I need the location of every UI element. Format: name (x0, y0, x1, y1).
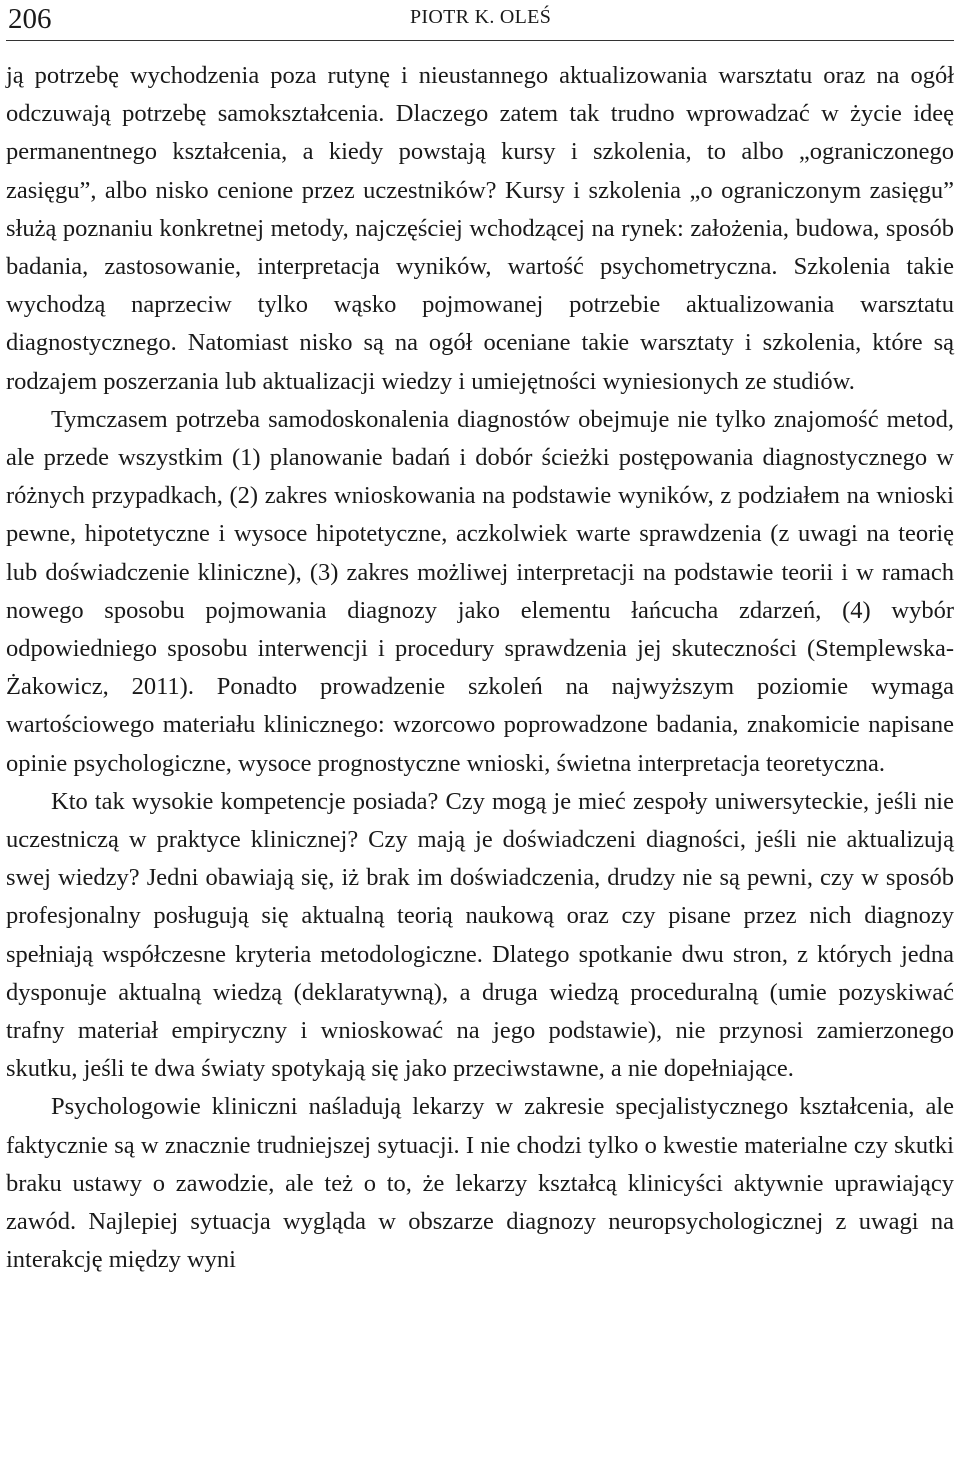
paragraph-2: Tymczasem potrzeba samodoskonalenia diagnostów obejmuje nie tylko znajomość metod, ale przede wszystkim (1) planowanie badań i dobór ścieżki postępowania diagnostycznego w różnych przypadkach, (2) zakres wnioskowania na podstawie wyników, z podziałem na wnioski pewne, hipotetyczne i wysoce hipotetyczne, aczkolwiek warte sprawdzenia (z uwagi na teorię lub doświadczenie kliniczne), (3) zakres możliwej interpretacji na podstawie teorii i w ramach nowego sposobu pojmowania diagnozy jako elementu łańcucha zdarzeń, (4) wybór odpowiedniego sposobu interwencji i procedury sprawdzenia jej skuteczności (Stemplewska-Żakowicz, 2011). Ponadto prowadzenie szkoleń na najwyższym poziomie wymaga wartościowego materiału klinicznego: wzorcowo poprowadzone badania, znakomicie napisane opinie psychologiczne, wysoce prognostyczne wnioski, świetna interpretacja teoretyczna. (6, 405, 954, 777)
running-head-author: PIOTR K. OLEŚ (410, 6, 552, 28)
running-header (6, 0, 954, 41)
body-text (6, 57, 954, 1280)
paragraph-3: Kto tak wysokie kompetencje posiada? Czy mogą je mieć zespoły uniwersyteckie, jeśli nie uczestniczą w praktyce klinicznej? Czy mają je doświadczeni diagności, jeśli nie aktualizują swej wiedzy? Jedni obawiają się, iż brak im doświadczenia, drudzy nie są pewni, czy w sposób profesjonalny posługują się aktualną teorią naukową oraz czy pisane przez nich diagnozy spełniają współczesne kryteria metodologiczne. Dlatego spotkanie dwu stron, z których jedna dysponuje aktualną wiedzą (deklaratywną), a druga wiedzą proceduralną (umie pozyskiwać trafny materiał empiryczny i wnioskować na jego podstawie), nie przynosi zamierzonego skutku, jeśli te dwa światy spotykają się jako przeciwstawne, a nie dopełniające. (6, 787, 954, 1083)
page-number: 206 (8, 3, 52, 35)
paragraph-4: Psychologowie kliniczni naśladują lekarzy w zakresie specjalistycznego kształcenia, ale faktycznie są w znacznie trudniejszej sytuacji. I nie chodzi tylko o kwestie materialne czy skutki braku ustawy o zawodzie, ale też o to, że lekarzy kształcą klinicyści aktywnie uprawiający zawód. Najlepiej sytuacja wygląda w obszarze diagnozy neuropsychologicznej z uwagi na interakcję między wyni (6, 1093, 954, 1274)
paragraph-1: ją potrzebę wychodzenia poza rutynę i nieustannego aktualizowania warsztatu oraz na ogół odczuwają potrzebę samokształcenia. Dlaczego zatem tak trudno wprowadzać w życie ideę permanentnego kształcenia, a kiedy powstają kursy i szkolenia, to albo „ograniczonego zasięgu”, albo nisko cenione przez uczestników? Kursy i szkolenia „o ograniczonym zasięgu” służą poznaniu konkretnej metody, najczęściej wchodzącej na rynek: założenia, budowa, sposób badania, zastosowanie, interpretacja wyników, wartość psychometryczna. Szkolenia takie wychodzą naprzeciw tylko wąsko pojmowanej potrzebie aktualizowania warsztatu diagnostycznego. Natomiast nisko są na ogół oceniane takie warsztaty i szkolenia, które są rodzajem poszerzania lub aktualizacji wiedzy i umiejętności wyniesionych ze studiów. (6, 62, 954, 395)
book-page (6, 0, 954, 1280)
